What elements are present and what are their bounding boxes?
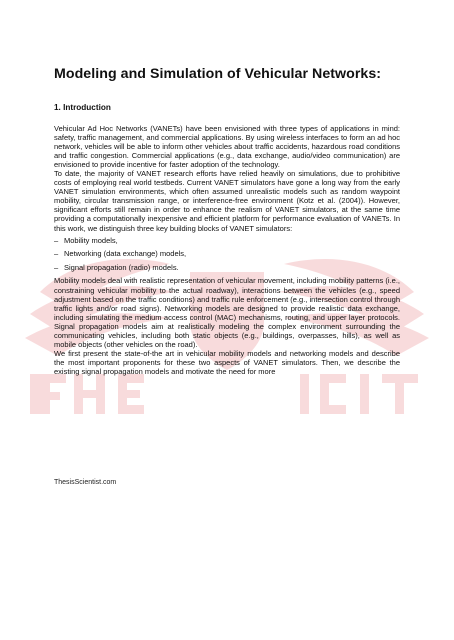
list-item-text: Networking (data exchange) models,	[64, 249, 187, 259]
building-blocks-list	[54, 236, 400, 272]
list-item	[54, 249, 400, 258]
paragraph-intro-2: To date, the majority of VANET research efforts have relied heavily on simulations, due to prohibitive costs of employing real world testbeds. Current VANET simulators have gone a long way from the early VANET simulation environments, which often assumed unrealistic models such as random waypoint mobility, circular transmission range, or interference-free environment (Kotz et al. (2004)). However, significant efforts still remain in order to enhance the realism of VANET simulators, at the same time providing a computationally inexpensive and efficient platform for performance evaluation of VANETs. In this work, we distinguish three key building blocks of VANET simulators:	[54, 169, 400, 233]
bullet-marker: –	[54, 262, 59, 272]
paragraph-models: Mobility models deal with realistic representation of vehicular movement, including mobility patterns (i.e., constraining vehicular mobility to the actual roadway), interactions between the vehicles (e.g., speed adjustment based on the traffic conditions) and traffic rule enforcement (e.g., intersection control through traffic lights and/or road signs). Networking models are designed to provide realistic data exchange, including simulating the medium access control (MAC) mechanisms, routing, and upper layer protocols. Signal propagation models aim at realistically modeling the complex environment surrounding the communicating vehicles, including both static objects (e.g., buildings, overpasses, hills), as well as mobile objects (other vehicles on the road).	[54, 276, 400, 349]
list-item-text: Signal propagation (radio) models.	[64, 262, 179, 272]
list-item	[54, 263, 400, 272]
footer-source: ThesisScientist.com	[54, 479, 117, 486]
document-body	[54, 124, 400, 376]
bullet-marker: –	[54, 235, 59, 245]
paragraph-outline: We first present the state-of-the art in vehicular mobility models and networking models and describe the most important proponents for these two aspects of VANET simulators. Then, we describe the existing signal propagation models and motivate the need for more	[54, 348, 400, 376]
paragraph-intro-1: Vehicular Ad Hoc Networks (VANETs) have been envisioned with three types of applications in mind: safety, traffic management, and commercial applications. By using wireless interfaces to form an ad hoc network, vehicles will be able to inform other vehicles about traffic accidents, hazardous road conditions and traffic congestion. Commercial applications (e.g., data exchange, audio/video communication) are envisioned to provide incentive for faster adoption of the technology.	[54, 124, 400, 170]
bullet-marker: –	[54, 249, 59, 259]
list-item	[54, 236, 400, 245]
section-heading: 1. Introduction	[54, 103, 111, 112]
document-title: Modeling and Simulation of Vehicular Networks:	[54, 66, 382, 82]
list-item-text: Mobility models,	[64, 235, 118, 245]
